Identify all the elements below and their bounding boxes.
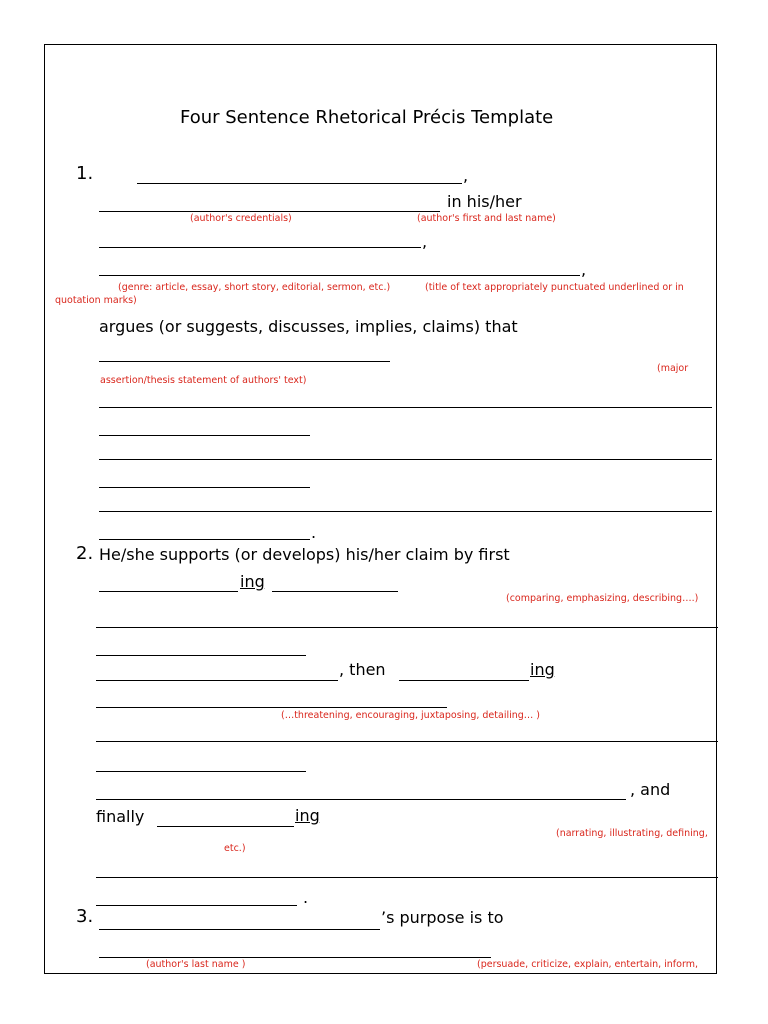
- purpose-text: ’s purpose is to: [381, 908, 504, 927]
- ing-suffix: ing: [295, 806, 320, 825]
- blank-line[interactable]: [99, 487, 310, 488]
- blank-line[interactable]: [96, 877, 718, 878]
- hint-authors-name: (author's first and last name): [417, 213, 556, 224]
- hint-genre: (genre: article, essay, short story, editorial, sermon, etc.): [118, 282, 391, 293]
- blank-line[interactable]: [96, 627, 718, 628]
- blank-line[interactable]: [99, 929, 380, 930]
- argues-text: argues (or suggests, discusses, implies, claims) that: [99, 317, 518, 336]
- hint-threatening: (…threatening, encouraging, juxtaposing, detailing… ): [281, 710, 541, 721]
- blank-line[interactable]: [96, 905, 297, 906]
- blank-line[interactable]: [99, 275, 580, 276]
- comma: ,: [463, 166, 469, 185]
- section-3-number: 3.: [76, 906, 94, 927]
- hint-etc: etc.): [224, 843, 246, 854]
- blank-line[interactable]: [96, 771, 306, 772]
- and-text: , and: [630, 780, 671, 799]
- blank-line[interactable]: [96, 655, 306, 656]
- comma: ,: [422, 232, 428, 251]
- blank-line[interactable]: [99, 361, 390, 362]
- section-1-number: 1.: [76, 163, 94, 184]
- hint-authors-last-name: (author's last name ): [146, 959, 246, 970]
- blank-line[interactable]: [99, 459, 712, 460]
- ing-suffix: ing: [240, 572, 265, 591]
- blank-line[interactable]: [272, 591, 398, 592]
- blank-line[interactable]: [99, 247, 421, 248]
- blank-line[interactable]: [96, 707, 447, 708]
- in-his-her-text: in his/her: [447, 192, 522, 211]
- supports-text: He/she supports (or develops) his/her claim by first: [99, 545, 510, 564]
- blank-line[interactable]: [96, 680, 338, 681]
- hint-persuade: (persuade, criticize, explain, entertain, inform,: [477, 959, 698, 970]
- blank-line[interactable]: [96, 741, 718, 742]
- hint-quotation-marks: quotation marks): [55, 295, 137, 306]
- period: .: [311, 523, 317, 542]
- hint-major: (major: [657, 363, 689, 374]
- finally-text: finally: [96, 807, 145, 826]
- blank-line[interactable]: [99, 435, 310, 436]
- blank-line[interactable]: [99, 407, 712, 408]
- blank-line[interactable]: [137, 183, 462, 184]
- blank-line[interactable]: [99, 591, 238, 592]
- hint-authors-credentials: (author's credentials): [190, 213, 292, 224]
- comma: ,: [581, 260, 587, 279]
- blank-line[interactable]: [99, 511, 712, 512]
- hint-narrating: (narrating, illustrating, defining,: [556, 828, 708, 839]
- then-text: , then: [339, 660, 386, 679]
- hint-comparing: (comparing, emphasizing, describing….): [506, 593, 699, 604]
- ing-suffix: ing: [530, 660, 555, 679]
- period: .: [303, 888, 309, 907]
- blank-line[interactable]: [99, 211, 440, 212]
- section-2-number: 2.: [76, 543, 94, 564]
- blank-line[interactable]: [99, 539, 310, 540]
- hint-thesis-statement: assertion/thesis statement of authors' text): [100, 375, 307, 386]
- blank-line[interactable]: [157, 826, 294, 827]
- hint-title-of-text: (title of text appropriately punctuated underlined or in: [425, 282, 684, 293]
- blank-line[interactable]: [96, 799, 626, 800]
- blank-line[interactable]: [399, 680, 529, 681]
- blank-line[interactable]: [99, 957, 491, 958]
- page-title: Four Sentence Rhetorical Précis Template: [180, 107, 554, 128]
